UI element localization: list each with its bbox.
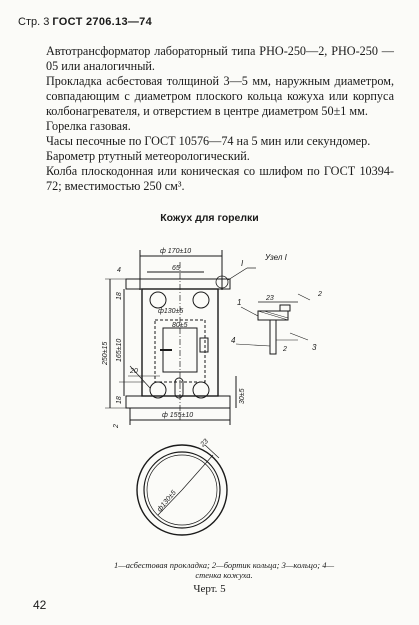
figure-title: Кожух для горелки [160,212,259,224]
paragraph: Колба плоскодонная или коническая со шлифом по ГОСТ 10394- 72; вместимостью 250 см³. [46,164,394,193]
standard-number: ГОСТ 2706.13—74 [52,16,152,28]
detail-rim [280,305,290,311]
paragraph: Барометр ртутный метеорологический. [46,149,250,163]
dim-label: 165±10 [116,338,123,362]
detail-wall [270,320,276,354]
detail-label: 2 [283,346,287,353]
slot [175,378,183,398]
dim-label: 4 [117,267,121,274]
node-label: Узел I [265,253,287,262]
paragraph: Часы песочные по ГОСТ 10576—74 на 5 мин или секундомер. [46,134,371,148]
page-number: 42 [33,598,47,612]
paragraph: Автотрансформатор лабораторный типа РНО-250—2, РНО-250 —05 или аналогичный. [46,44,394,73]
dim-label: 18 [116,396,123,404]
dim-label: 30±5 [239,388,246,404]
detail-label: 4 [231,336,236,345]
dim-label: 18 [116,292,123,300]
detail-label: 3 [312,343,317,352]
paragraph: Горелка газовая. [46,119,131,133]
detail-label: 2 [318,291,322,298]
dim-label: 250±15 [102,341,109,365]
dim-label: ф130±5 [156,489,178,514]
detail-label: 23 [266,295,274,302]
callout-label: I [241,259,244,268]
figure-caption: Черт. 5 [193,583,226,595]
dim-label: 23 [199,437,210,449]
dim-label: 65 [172,265,180,272]
dim-label: ф130±5 [158,308,184,315]
page-label: Стр. 3 [18,16,50,28]
top-flange [126,279,230,289]
hole-circle [193,292,209,308]
hole-circle [150,292,166,308]
paragraph: Прокладка асбестовая толщиной 3—5 мм, наружным диаметром, совпадающим с диаметром плоского кольца кожуха или корпуса колбонагревателя, и отверстием в центре диаметром 50±1 мм. [46,74,394,118]
latch [200,338,208,352]
dim-label: ф 170±10 [160,248,192,255]
dim-label: 20 [130,368,138,375]
figure-legend: 1—асбестовая прокладка; 2—бортик кольца; 3—кольцо; 4—стенка кожуха. [113,560,335,580]
dim-label: 2 [113,424,120,428]
dim-label: ф 155±10 [162,412,194,419]
detail-label: 1 [237,298,242,307]
dim-label: 80±5 [172,322,188,329]
